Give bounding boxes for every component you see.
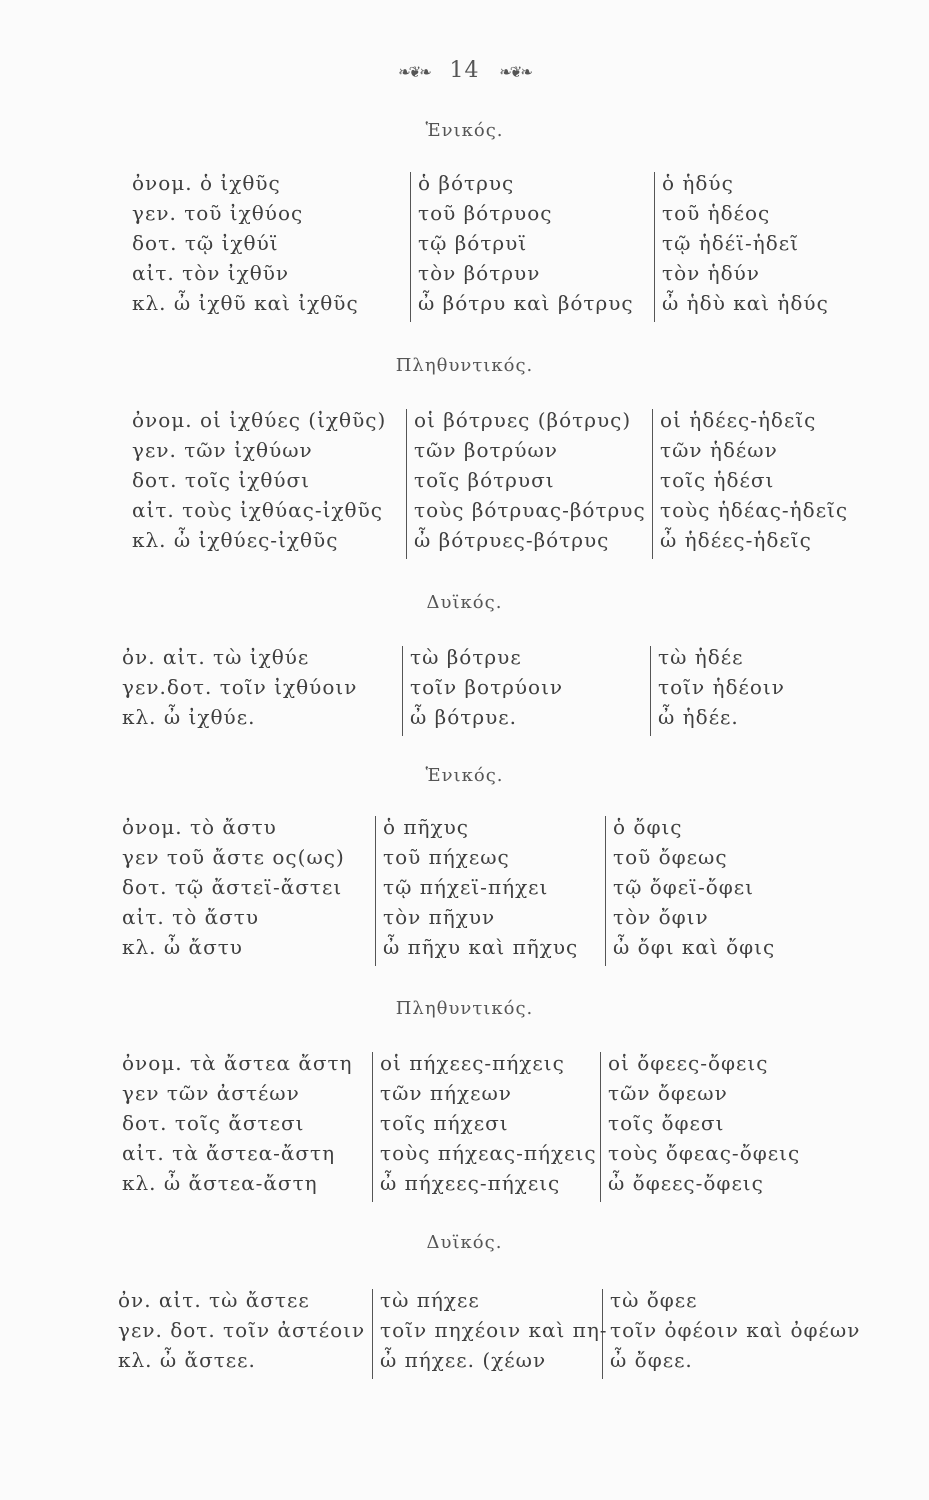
section-title-dual-2: Δυϊκός. — [426, 1232, 503, 1253]
cell-col1: ὀν. αἰτ. τὼ ἰχθύε — [122, 645, 310, 669]
cell-col3: ὦ ὄφεες-ὄφεις — [608, 1171, 764, 1195]
cell-col2: τοὺς βότρυας-βότρυς — [414, 498, 646, 522]
cell-col3: ὁ ἡδύς — [662, 171, 734, 195]
table-row — [0, 812, 929, 842]
table-row — [0, 642, 929, 672]
section-title-plural-2: Πληθυντικός. — [395, 998, 534, 1019]
cell-col3: τοῦ ἡδέος — [662, 201, 771, 225]
cell-col2: τῶν πήχεων — [380, 1081, 512, 1105]
cell-col1: κλ. ὦ ἰχθύες-ἰχθῦς — [132, 528, 339, 552]
table-row — [0, 168, 929, 198]
cell-col2: τοῦ πήχεως — [383, 845, 510, 869]
table-row — [0, 405, 929, 435]
cell-col2: τοῖν πηχέοιν καὶ πη- — [380, 1318, 608, 1342]
table-row — [0, 1285, 929, 1315]
table-row — [0, 842, 929, 872]
cell-col2: ὦ βότρυε. — [410, 705, 517, 729]
cell-col3: τοὺς ὄφεας-ὄφεις — [608, 1141, 801, 1165]
table-row — [0, 1078, 929, 1108]
cell-col2: ὦ πήχεες-πήχεις — [380, 1171, 561, 1195]
cell-col2: τοῖς βότρυσι — [414, 468, 555, 492]
cell-col3: τοῖν ἡδέοιν — [658, 675, 785, 699]
cell-col3: τῶν ὄφεων — [608, 1081, 728, 1105]
cell-col3: τῶν ἡδέων — [660, 438, 778, 462]
cell-col1: γεν τοῦ ἄστε ος(ως) — [122, 845, 345, 869]
ornament-left-icon: ❧❦❧ — [398, 63, 430, 81]
cell-col2: τὸν βότρυν — [418, 261, 541, 285]
cell-col3: τὼ ὄφεε — [610, 1288, 698, 1312]
cell-col3: τοῖς ἡδέσι — [660, 468, 775, 492]
table-row — [0, 902, 929, 932]
cell-col1: κλ. ὦ ἰχθύε. — [122, 705, 256, 729]
cell-col1: δοτ. τοῖς ἰχθύσι — [132, 468, 311, 492]
cell-col3: ὦ ὄφεε. — [610, 1348, 693, 1372]
cell-col1: γεν. τοῦ ἰχθύος — [132, 201, 304, 225]
cell-col3: τὼ ἡδέε — [658, 645, 744, 669]
cell-col1: ὀνομ. τὰ ἄστεα ἄστη — [122, 1051, 353, 1075]
table-row — [0, 1048, 929, 1078]
cell-col3: ὦ ἡδὺ καὶ ἡδύς — [662, 291, 829, 315]
cell-col1: ὀνομ. ὁ ἰχθῦς — [132, 171, 281, 195]
cell-col2: οἱ βότρυες (βότρυς) — [414, 408, 632, 432]
section-title-plural-1: Πληθυντικός. — [395, 355, 534, 376]
table-row — [0, 435, 929, 465]
cell-col3: ὁ ὄφις — [613, 815, 683, 839]
cell-col1: ὀνομ. τὸ ἄστυ — [122, 815, 277, 839]
cell-col2: τῶν βοτρύων — [414, 438, 558, 462]
cell-col3: τοῦ ὄφεως — [613, 845, 728, 869]
cell-col3: τοῖν ὀφέοιν καὶ ὀφέων — [610, 1318, 861, 1342]
table-row — [0, 932, 929, 962]
cell-col1: δοτ. τῷ ἄστεϊ-ἄστει — [122, 875, 343, 899]
cell-col2: ὦ πήχεε. (χέων — [380, 1348, 547, 1372]
cell-col2: ὦ πῆχυ καὶ πῆχυς — [383, 935, 579, 959]
cell-col1: κλ. ὦ ἄστεε. — [118, 1348, 256, 1372]
table-row — [0, 1138, 929, 1168]
table-row — [0, 465, 929, 495]
cell-col2: ὦ βότρυες-βότρυς — [414, 528, 610, 552]
cell-col3: τὸν ὄφιν — [613, 905, 709, 929]
table-row — [0, 198, 929, 228]
table-row — [0, 258, 929, 288]
section-title-singular-1: Ἑνικός. — [425, 120, 504, 141]
cell-col3: ὦ ἡδέες-ἡδεῖς — [660, 528, 812, 552]
table-row — [0, 1345, 929, 1375]
cell-col2: τὼ πήχεε — [380, 1288, 480, 1312]
ornament-right-icon: ❧❦❧ — [499, 63, 531, 81]
cell-col2: ὦ βότρυ καὶ βότρυς — [418, 291, 634, 315]
cell-col2: τὼ βότρυε — [410, 645, 522, 669]
cell-col1: γεν. τῶν ἰχθύων — [132, 438, 313, 462]
cell-col1: γεν.δοτ. τοῖν ἰχθύοιν — [122, 675, 358, 699]
page-number: 14 — [449, 58, 480, 83]
cell-col2: τοῦ βότρυος — [418, 201, 553, 225]
cell-col1: δοτ. τῷ ἰχθύϊ — [132, 231, 279, 255]
cell-col3: τοὺς ἡδέας-ἡδεῖς — [660, 498, 849, 522]
cell-col1: αἰτ. τοὺς ἰχθύας-ἰχθῦς — [132, 498, 383, 522]
cell-col1: κλ. ὦ ἄστεα-ἄστη — [122, 1171, 318, 1195]
section-title-dual-1: Δυϊκός. — [426, 592, 503, 613]
cell-col1: αἰτ. τὰ ἄστεα-ἄστη — [122, 1141, 336, 1165]
cell-col2: οἱ πήχεες-πήχεις — [380, 1051, 565, 1075]
cell-col1: δοτ. τοῖς ἄστεσι — [122, 1111, 305, 1135]
cell-col2: τῷ πήχεϊ-πήχει — [383, 875, 549, 899]
table-row — [0, 228, 929, 258]
table-row — [0, 495, 929, 525]
cell-col3: οἱ ἡδέες-ἡδεῖς — [660, 408, 817, 432]
cell-col2: τοῖν βοτρύοιν — [410, 675, 564, 699]
cell-col1: αἰτ. τὸ ἄστυ — [122, 905, 259, 929]
page-header — [0, 58, 929, 83]
table-row — [0, 672, 929, 702]
cell-col2: τοῖς πήχεσι — [380, 1111, 509, 1135]
table-row — [0, 1168, 929, 1198]
table-row — [0, 1315, 929, 1345]
cell-col3: ὦ ἡδέε. — [658, 705, 739, 729]
cell-col1: αἰτ. τὸν ἰχθῦν — [132, 261, 290, 285]
table-row — [0, 525, 929, 555]
cell-col2: ὁ πῆχυς — [383, 815, 470, 839]
table-row — [0, 1108, 929, 1138]
cell-col1: γεν. δοτ. τοῖν ἀστέοιν — [118, 1318, 366, 1342]
table-row — [0, 288, 929, 318]
cell-col2: τοὺς πήχεας-πήχεις — [380, 1141, 597, 1165]
cell-col2: ὁ βότρυς — [418, 171, 515, 195]
cell-col2: τὸν πῆχυν — [383, 905, 496, 929]
cell-col1: κλ. ὦ ἰχθῦ καὶ ἰχθῦς — [132, 291, 359, 315]
cell-col1: ὀν. αἰτ. τὼ ἄστεε — [118, 1288, 310, 1312]
cell-col3: οἱ ὄφεες-ὄφεις — [608, 1051, 769, 1075]
cell-col3: τῷ ἡδέϊ-ἡδεῖ — [662, 231, 799, 255]
cell-col3: τοῖς ὄφεσι — [608, 1111, 725, 1135]
cell-col3: τῷ ὄφεϊ-ὄφει — [613, 875, 754, 899]
cell-col3: ὦ ὄφι καὶ ὄφις — [613, 935, 776, 959]
table-row — [0, 702, 929, 732]
cell-col1: ὀνομ. οἱ ἰχθύες (ἰχθῦς) — [132, 408, 387, 432]
cell-col3: τὸν ἡδύν — [662, 261, 760, 285]
cell-col1: κλ. ὦ ἄστυ — [122, 935, 243, 959]
section-title-singular-2: Ἑνικός. — [425, 765, 504, 786]
cell-col2: τῷ βότρυϊ — [418, 231, 528, 255]
table-row — [0, 872, 929, 902]
cell-col1: γεν τῶν ἀστέων — [122, 1081, 300, 1105]
